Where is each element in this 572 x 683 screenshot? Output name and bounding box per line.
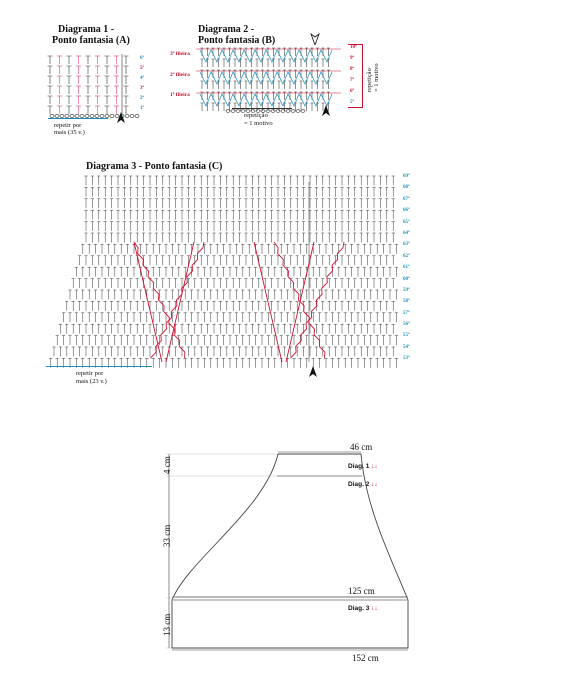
stitch-grid xyxy=(49,176,398,368)
mid-width-label: 125 cm xyxy=(348,586,375,596)
diagram1-row-label: 4ª xyxy=(140,76,144,81)
diagram3-row-label: 53ª xyxy=(403,356,410,362)
diagram1-repeat-line1: repetir por xyxy=(54,122,82,129)
diagram3-repeat-line2: mais (23 v.) xyxy=(76,378,107,385)
diagonal-decrease-lines xyxy=(134,242,344,362)
diagram2-row-label: 9ª xyxy=(350,56,354,61)
diagram2-start-arrow-icon xyxy=(321,105,331,117)
diagram3-row-label: 57ª xyxy=(403,310,410,316)
diag3-label: Diag. 3 xyxy=(348,605,370,612)
diagram3-start-arrow-icon xyxy=(308,366,318,378)
diag1-marker xyxy=(348,463,378,470)
diag1-label: Diag. 1 xyxy=(348,463,370,470)
diagram3-row-numbers xyxy=(403,174,410,368)
stitch-column xyxy=(114,56,119,114)
diagram1-row-label: 1ª xyxy=(140,106,144,111)
diagram2-row-label: 8ª xyxy=(350,67,354,72)
diag2-label: Diag. 2 xyxy=(348,481,370,488)
diagram2-title-line1: Diagrama 2 - xyxy=(198,24,255,35)
diagram2-repeat-line2: = 1 motivo xyxy=(244,120,273,127)
diagram3-row-label: 55ª xyxy=(403,333,410,339)
diagram2-row-label: 5ª xyxy=(350,100,354,105)
diagram2-fileira-label: 2ª fileira xyxy=(170,72,190,78)
stitch-column xyxy=(124,56,129,114)
diagram3-row-label: 68ª xyxy=(403,185,410,191)
stitch-column xyxy=(105,56,110,114)
stitch-column xyxy=(95,56,100,114)
stitch-column xyxy=(86,56,91,114)
diagram2-title-line2: Ponto fantasia (B) xyxy=(198,35,276,46)
diagram2-row-label: 10ª xyxy=(350,45,357,50)
diagram3-row-label: 69ª xyxy=(403,174,410,179)
diagram2-chart xyxy=(196,44,346,114)
diagram3-row-label: 60ª xyxy=(403,276,410,282)
diagram1-chart xyxy=(46,50,150,120)
height-bottom-label: 13 cm xyxy=(162,613,172,636)
down-arrows-icon: ↓↓ xyxy=(371,463,378,470)
top-width-label: 46 cm xyxy=(350,442,373,452)
diagram1-row-label: 2ª xyxy=(140,96,144,101)
stitch-column xyxy=(48,56,53,114)
diagram2-side-line2: = 1 motivo xyxy=(373,63,380,92)
diagram3-row-label: 56ª xyxy=(403,322,410,328)
bottom-width-label: 152 cm xyxy=(352,653,379,663)
diagram1-repeat-line2: mais (35 v.) xyxy=(54,129,85,136)
diagram3-row-label: 65ª xyxy=(403,219,410,225)
diagram3-row-label: 61ª xyxy=(403,265,410,271)
diagram3-row-label: 59ª xyxy=(403,287,410,293)
diagram1-row-numbers xyxy=(140,56,144,116)
diag3-marker xyxy=(348,605,378,612)
diagram2-repeat-bracket xyxy=(232,108,292,109)
height-top-label: 4 cm xyxy=(162,456,172,474)
diagram3-repeat-bracket xyxy=(46,366,152,367)
diagram3-row-label: 67ª xyxy=(403,196,410,202)
diagram1-title-line1: Diagrama 1 - xyxy=(58,24,115,35)
diagram3-row-label: 54ª xyxy=(403,344,410,350)
diagram2-fileira-label: 3ª fileira xyxy=(170,51,190,57)
stitch-grid xyxy=(201,48,331,111)
diagram2-side-bracket xyxy=(348,44,363,108)
diagram2-side-line1: repetição xyxy=(366,68,373,92)
down-arrows-icon: ↓↓ xyxy=(371,481,378,488)
stitch-column xyxy=(67,56,72,114)
diagram3-row-label: 58ª xyxy=(403,299,410,305)
height-mid-label: 33 cm xyxy=(162,524,172,547)
diagram1-row-label: 6ª xyxy=(140,56,144,61)
diagram3-repeat-line1: repetir por xyxy=(76,370,104,377)
diagram2-row-label: 6ª xyxy=(350,89,354,94)
diagram2-row-label: 7ª xyxy=(350,78,354,83)
diagram3-title: Diagrama 3 - Ponto fantasia (C) xyxy=(86,161,223,172)
stitch-column xyxy=(76,56,81,114)
diagram2-fileira-label: 1ª fileira xyxy=(170,92,190,98)
diagram1-start-arrow-icon xyxy=(116,112,126,124)
down-arrows-icon: ↓↓ xyxy=(371,605,378,612)
diagram1-row-label: 5ª xyxy=(140,66,144,71)
diagram1-repeat-bracket xyxy=(48,118,108,119)
diagram3-row-label: 63ª xyxy=(403,242,410,248)
diagram1-title-line2: Ponto fantasia (A) xyxy=(52,35,130,46)
diagram1-row-label: 3ª xyxy=(140,86,144,91)
diagram2-repeat-line1: repetição xyxy=(244,112,268,119)
diagram3-row-label: 64ª xyxy=(403,230,410,236)
stitch-column xyxy=(57,56,62,114)
diagram3-row-label: 62ª xyxy=(403,253,410,259)
diag2-marker xyxy=(348,481,378,488)
diagram3-chart xyxy=(44,172,404,370)
diagram3-row-label: 66ª xyxy=(403,208,410,214)
diagram2-top-arrow-icon xyxy=(310,33,320,45)
skirt-schematic xyxy=(160,440,420,670)
